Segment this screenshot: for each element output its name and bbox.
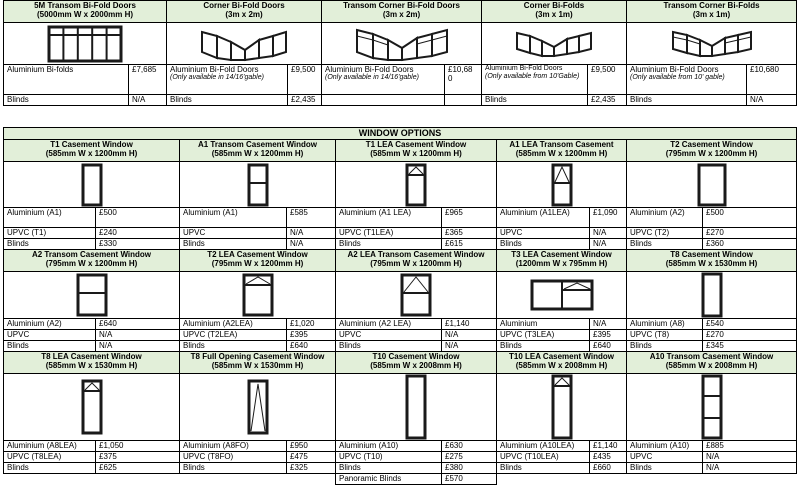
- window-size: (585mm W x 1530mm H): [211, 361, 304, 370]
- wide-transom-window-icon: [76, 273, 108, 317]
- door-label-cell: [4, 65, 129, 95]
- casement-window-icon: [81, 163, 103, 207]
- window-header: [627, 140, 797, 162]
- empty-cell: [180, 474, 287, 485]
- header-name: 5M Transom Bi-Fold Doors: [34, 1, 136, 10]
- header-size: (3m x 2m): [225, 10, 263, 19]
- lea-transom-window-icon: [551, 163, 573, 207]
- door-header-4: [482, 1, 627, 23]
- window-image-cell: [497, 272, 627, 319]
- window-image-cell: [497, 162, 627, 208]
- window-name: T10 LEA Casement Window: [509, 352, 614, 361]
- door-header-2: [167, 1, 322, 23]
- door-price: £10,680: [750, 65, 779, 74]
- window-name: T8 Casement Window: [670, 250, 753, 259]
- door-note: (Only available from 10'Gable): [485, 73, 580, 80]
- doors-image-row: [4, 23, 797, 65]
- very-tall-window-icon: [405, 374, 427, 440]
- option-label: UPVC: [627, 452, 703, 463]
- option-label: UPVC: [4, 330, 96, 341]
- option-price: N/A: [96, 341, 180, 352]
- door-image-cell: [627, 23, 797, 65]
- empty-cell: [703, 474, 797, 485]
- window-name: A2 LEA Transom Casement Window: [347, 250, 485, 259]
- option-label: Blinds: [627, 341, 703, 352]
- option-label: UPVC (T8FO): [180, 452, 287, 463]
- option-label: Aluminium (A2 LEA): [336, 319, 442, 330]
- window-header-row: [4, 250, 797, 272]
- option-price: N/A: [590, 228, 627, 239]
- option-price: £625: [96, 463, 180, 474]
- window-header: [497, 352, 627, 374]
- empty-cell: [627, 474, 703, 485]
- door-price: N/A: [132, 95, 146, 104]
- option-label: UPVC (T1LEA): [336, 228, 442, 239]
- door-price-cell: [588, 65, 627, 95]
- option-price: N/A: [442, 341, 497, 352]
- door-label-cell: [627, 65, 747, 95]
- option-price: N/A: [703, 463, 797, 474]
- window-name: A10 Transom Casement Window: [649, 352, 774, 361]
- window-header: [336, 250, 497, 272]
- door-label-cell: [482, 95, 588, 106]
- option-price: £1,140: [590, 441, 627, 452]
- window-options-table: [3, 127, 797, 485]
- option-label: Aluminium (A1LEA): [497, 208, 590, 228]
- option-price: N/A: [442, 330, 497, 341]
- window-image-row: [4, 272, 797, 319]
- window-price-row: [4, 228, 797, 239]
- window-price-row: [4, 208, 797, 228]
- option-price: N/A: [703, 452, 797, 463]
- door-label: Aluminium Bi-Fold Doors: [485, 65, 563, 72]
- window-name: T10 Casement Window: [372, 352, 460, 361]
- door-label-cell: [167, 95, 288, 106]
- option-price: £630: [442, 441, 497, 452]
- wide-lea-transom-window-icon: [400, 273, 432, 317]
- option-label: Aluminium (A8): [627, 319, 703, 330]
- option-label: UPVC (T1): [4, 228, 96, 239]
- door-label: Aluminium Bi-Fold Doors: [630, 65, 719, 74]
- window-image-cell: [4, 162, 180, 208]
- window-image-row: [4, 162, 797, 208]
- door-note: (Only available in 14/16'gable): [170, 74, 264, 81]
- option-label: Aluminium (A10LEA): [497, 441, 590, 452]
- header-name: Corner Bi-Fold Doors: [203, 1, 285, 10]
- window-size: (795mm W x 1200mm H): [665, 149, 758, 158]
- option-label: Blinds: [497, 463, 590, 474]
- door-label: Aluminium Bi-Fold Doors: [325, 65, 414, 74]
- option-price: £1,090: [590, 208, 627, 228]
- window-name: T1 Casement Window: [50, 140, 133, 149]
- option-label: Blinds: [4, 463, 96, 474]
- option-price: £965: [442, 208, 497, 228]
- landscape-lea-window-icon: [530, 279, 594, 311]
- window-options-title-row: [4, 128, 797, 140]
- window-size: (585mm W x 1200mm H): [370, 149, 462, 158]
- window-header: [4, 352, 180, 374]
- window-header: [180, 352, 336, 374]
- door-price: £2,435: [291, 95, 316, 104]
- door-label-cell: [627, 95, 747, 106]
- option-label: UPVC (T2LEA): [180, 330, 287, 341]
- option-label: UPVC (T8): [627, 330, 703, 341]
- window-image-cell: [180, 162, 336, 208]
- door-image-cell: [167, 23, 322, 65]
- option-label: Aluminium (A2LEA): [180, 319, 287, 330]
- door-label-cell: [322, 95, 445, 106]
- window-size: (585mm W x 1530mm H): [45, 361, 138, 370]
- door-price-cell: [747, 95, 797, 106]
- option-price: £395: [590, 330, 627, 341]
- option-label: Aluminium (A1): [4, 208, 96, 228]
- door-price-cell: [588, 95, 627, 106]
- option-price: £345: [703, 341, 797, 352]
- option-price: £570: [442, 474, 497, 485]
- window-header: [627, 250, 797, 272]
- window-image-cell: [627, 374, 797, 441]
- window-name: T2 Casement Window: [670, 140, 753, 149]
- option-label: Aluminium (A1): [180, 208, 287, 228]
- option-label: UPVC (T10): [336, 452, 442, 463]
- corner-bifold-icon: [514, 29, 594, 59]
- option-label: Blinds: [336, 239, 442, 250]
- window-header-row: [4, 352, 797, 374]
- window-header: [4, 250, 180, 272]
- door-label-cell: [482, 65, 588, 95]
- option-price: £330: [96, 239, 180, 250]
- transom-window-icon: [247, 163, 269, 207]
- option-label: UPVC: [497, 228, 590, 239]
- option-label: Aluminium (A8LEA): [4, 441, 96, 452]
- option-price: N/A: [590, 319, 627, 330]
- option-label: Aluminium: [497, 319, 590, 330]
- option-price: £270: [703, 228, 797, 239]
- option-label: Aluminium (A1 LEA): [336, 208, 442, 228]
- option-price: £1,020: [287, 319, 336, 330]
- door-label: Blinds: [7, 95, 29, 104]
- window-name: A2 Transom Casement Window: [31, 250, 152, 259]
- option-price: N/A: [287, 239, 336, 250]
- empty-cell: [287, 474, 336, 485]
- window-image-cell: [336, 374, 497, 441]
- window-name: A1 Transom Casement Window: [197, 140, 318, 149]
- option-price: £640: [287, 341, 336, 352]
- option-label: UPVC: [336, 330, 442, 341]
- window-size: (585mm W x 2008mm H): [665, 361, 758, 370]
- option-label: UPVC (T10LEA): [497, 452, 590, 463]
- door-note: (Only available from 10' gable): [630, 74, 725, 81]
- option-label: Aluminium (A10): [627, 441, 703, 452]
- door-price-cell: [129, 65, 167, 95]
- empty-cell: [4, 474, 96, 485]
- full-opening-window-icon: [247, 379, 269, 435]
- option-price: £500: [96, 208, 180, 228]
- option-price: £585: [287, 208, 336, 228]
- wide-casement-window-icon: [697, 163, 727, 207]
- window-price-row: [4, 452, 797, 463]
- empty-cell: [590, 474, 627, 485]
- very-tall-lea-window-icon: [551, 374, 573, 440]
- window-image-cell: [497, 374, 627, 441]
- window-size: (795mm W x 1200mm H): [370, 259, 462, 268]
- window-size: (795mm W x 1200mm H): [211, 259, 304, 268]
- window-name: T1 LEA Casement Window: [365, 140, 467, 149]
- option-label: Blinds: [4, 341, 96, 352]
- window-image-cell: [627, 162, 797, 208]
- option-label: Blinds: [180, 463, 287, 474]
- option-label: UPVC: [180, 228, 287, 239]
- option-label: UPVC (T8LEA): [4, 452, 96, 463]
- option-price: £500: [703, 208, 797, 228]
- window-header: [4, 140, 180, 162]
- transom-corner-bifold-icon: [670, 29, 754, 59]
- doors-aluminium-row: [4, 65, 797, 95]
- door-image-cell: [4, 23, 167, 65]
- window-image-cell: [180, 374, 336, 441]
- window-size: (795mm W x 1200mm H): [45, 259, 138, 268]
- door-price: £2,435: [591, 95, 616, 104]
- option-label: Aluminium (A2): [627, 208, 703, 228]
- window-header: [497, 250, 627, 272]
- window-image-cell: [4, 374, 180, 441]
- window-size: (585mm W x 1200mm H): [211, 149, 304, 158]
- option-price: £640: [590, 341, 627, 352]
- option-label: Blinds: [497, 239, 590, 250]
- bifold-door-icon: [47, 25, 123, 63]
- header-name: Transom Corner Bi-Fold Doors: [343, 1, 460, 10]
- option-price: £640: [96, 319, 180, 330]
- door-note: (Only available in 14/16'gable): [325, 74, 419, 81]
- tall-lea-window-icon: [81, 379, 103, 435]
- door-price-cell: [129, 95, 167, 106]
- option-price: £1,050: [96, 441, 180, 452]
- window-price-row: [4, 239, 797, 250]
- option-price: £615: [442, 239, 497, 250]
- door-price: N/A: [750, 95, 764, 104]
- window-header-row: [4, 140, 797, 162]
- tall-window-icon: [701, 272, 723, 318]
- option-label: Aluminium (A10): [336, 441, 442, 452]
- window-image-cell: [180, 272, 336, 319]
- window-image-cell: [627, 272, 797, 319]
- window-header: [336, 352, 497, 374]
- doors-header-row: [4, 1, 797, 23]
- option-price: £950: [287, 441, 336, 452]
- door-price-cell: [445, 95, 482, 106]
- window-price-row: [4, 463, 797, 474]
- window-size: (585mm W x 1530mm H): [665, 259, 758, 268]
- option-price: £435: [590, 452, 627, 463]
- window-options-title: WINDOW OPTIONS: [4, 128, 797, 140]
- option-price: £270: [703, 330, 797, 341]
- option-price: N/A: [96, 330, 180, 341]
- option-price: £380: [442, 463, 497, 474]
- window-image-cell: [336, 272, 497, 319]
- door-image-cell: [482, 23, 627, 65]
- doors-table: [3, 0, 797, 106]
- header-size: (3m x 2m): [382, 10, 421, 19]
- window-name: A1 LEA Transom Casement: [509, 140, 614, 149]
- option-price: £395: [287, 330, 336, 341]
- window-image-cell: [4, 272, 180, 319]
- window-price-row: [4, 341, 797, 352]
- option-label: Blinds: [180, 239, 287, 250]
- corner-bifold-door-icon: [199, 26, 289, 62]
- door-price-cell: [747, 65, 797, 95]
- header-size: (3m x 1m): [692, 10, 731, 19]
- wide-lea-window-icon: [242, 273, 274, 317]
- option-price: £325: [287, 463, 336, 474]
- option-label: Blinds: [336, 341, 442, 352]
- door-image-cell: [322, 23, 482, 65]
- option-price: £540: [703, 319, 797, 330]
- door-price-cell: [288, 65, 322, 95]
- window-price-row: [4, 474, 797, 485]
- door-label-cell: [167, 65, 288, 95]
- door-label: Blinds: [485, 95, 507, 104]
- empty-cell: [497, 474, 590, 485]
- window-header: [627, 352, 797, 374]
- header-name: Transom Corner Bi-Folds: [663, 1, 760, 10]
- door-price-cell: [288, 95, 322, 106]
- empty-cell: [96, 474, 180, 485]
- window-price-row: [4, 441, 797, 452]
- option-label: Blinds: [627, 239, 703, 250]
- door-header-5: [627, 1, 797, 23]
- option-label: Aluminium (A2): [4, 319, 96, 330]
- door-label: Aluminium Bi-folds: [7, 65, 74, 74]
- option-price: £375: [96, 452, 180, 463]
- door-price-cell: [445, 65, 482, 95]
- option-price: £365: [442, 228, 497, 239]
- window-name: T2 LEA Casement Window: [207, 250, 308, 259]
- header-size: (5000mm W x 2000mm H): [36, 10, 134, 19]
- door-label-cell: [4, 95, 129, 106]
- option-price: £660: [590, 463, 627, 474]
- header-name: Corner Bi-Folds: [523, 1, 585, 10]
- window-image-cell: [336, 162, 497, 208]
- window-header: [336, 140, 497, 162]
- window-price-row: [4, 330, 797, 341]
- window-header: [180, 250, 336, 272]
- door-price: £9,500: [291, 65, 316, 74]
- option-price: £475: [287, 452, 336, 463]
- window-size: (585mm W x 1200mm H): [45, 149, 138, 158]
- option-label: Blinds: [4, 239, 96, 250]
- option-price: £1,140: [442, 319, 497, 330]
- option-price: £360: [703, 239, 797, 250]
- door-price: £10,68 0: [448, 65, 473, 83]
- option-label: Aluminium (A8FO): [180, 441, 287, 452]
- window-name: T3 LEA Casement Window: [511, 250, 612, 259]
- window-size: (1200mm W x 795mm H): [515, 259, 608, 268]
- option-price: N/A: [287, 228, 336, 239]
- door-price: £9,500: [591, 65, 616, 74]
- window-size: (585mm W x 2008mm H): [370, 361, 462, 370]
- transom-corner-bifold-door-icon: [354, 26, 450, 62]
- header-size: (3m x 1m): [535, 10, 573, 19]
- doors-blinds-row: [4, 95, 797, 106]
- option-label: Blinds: [627, 463, 703, 474]
- option-price: £275: [442, 452, 497, 463]
- option-label: UPVC (T3LEA): [497, 330, 590, 341]
- window-header: [180, 140, 336, 162]
- option-label: Blinds: [497, 341, 590, 352]
- option-price: £885: [703, 441, 797, 452]
- option-price: N/A: [590, 239, 627, 250]
- door-label: Blinds: [170, 95, 192, 104]
- window-name: T8 LEA Casement Window: [41, 352, 142, 361]
- door-header-3: [322, 1, 482, 23]
- door-label: Aluminium Bi-Fold Doors: [170, 65, 259, 74]
- option-label: Panoramic Blinds: [336, 474, 442, 485]
- window-size: (585mm W x 2008mm H): [515, 361, 608, 370]
- lea-window-icon: [405, 163, 427, 207]
- window-size: (585mm W x 1200mm H): [515, 149, 608, 158]
- door-label: Blinds: [630, 95, 652, 104]
- option-price: £240: [96, 228, 180, 239]
- very-tall-transom-window-icon: [701, 374, 723, 440]
- window-image-row: [4, 374, 797, 441]
- option-label: UPVC (T2): [627, 228, 703, 239]
- option-label: Blinds: [336, 463, 442, 474]
- window-price-row: [4, 319, 797, 330]
- window-name: T8 Full Opening Casement Window: [190, 352, 325, 361]
- option-label: Blinds: [180, 341, 287, 352]
- door-header-1: [4, 1, 167, 23]
- door-label-cell: [322, 65, 445, 95]
- door-price: £7,685: [132, 65, 157, 74]
- window-header: [497, 140, 627, 162]
